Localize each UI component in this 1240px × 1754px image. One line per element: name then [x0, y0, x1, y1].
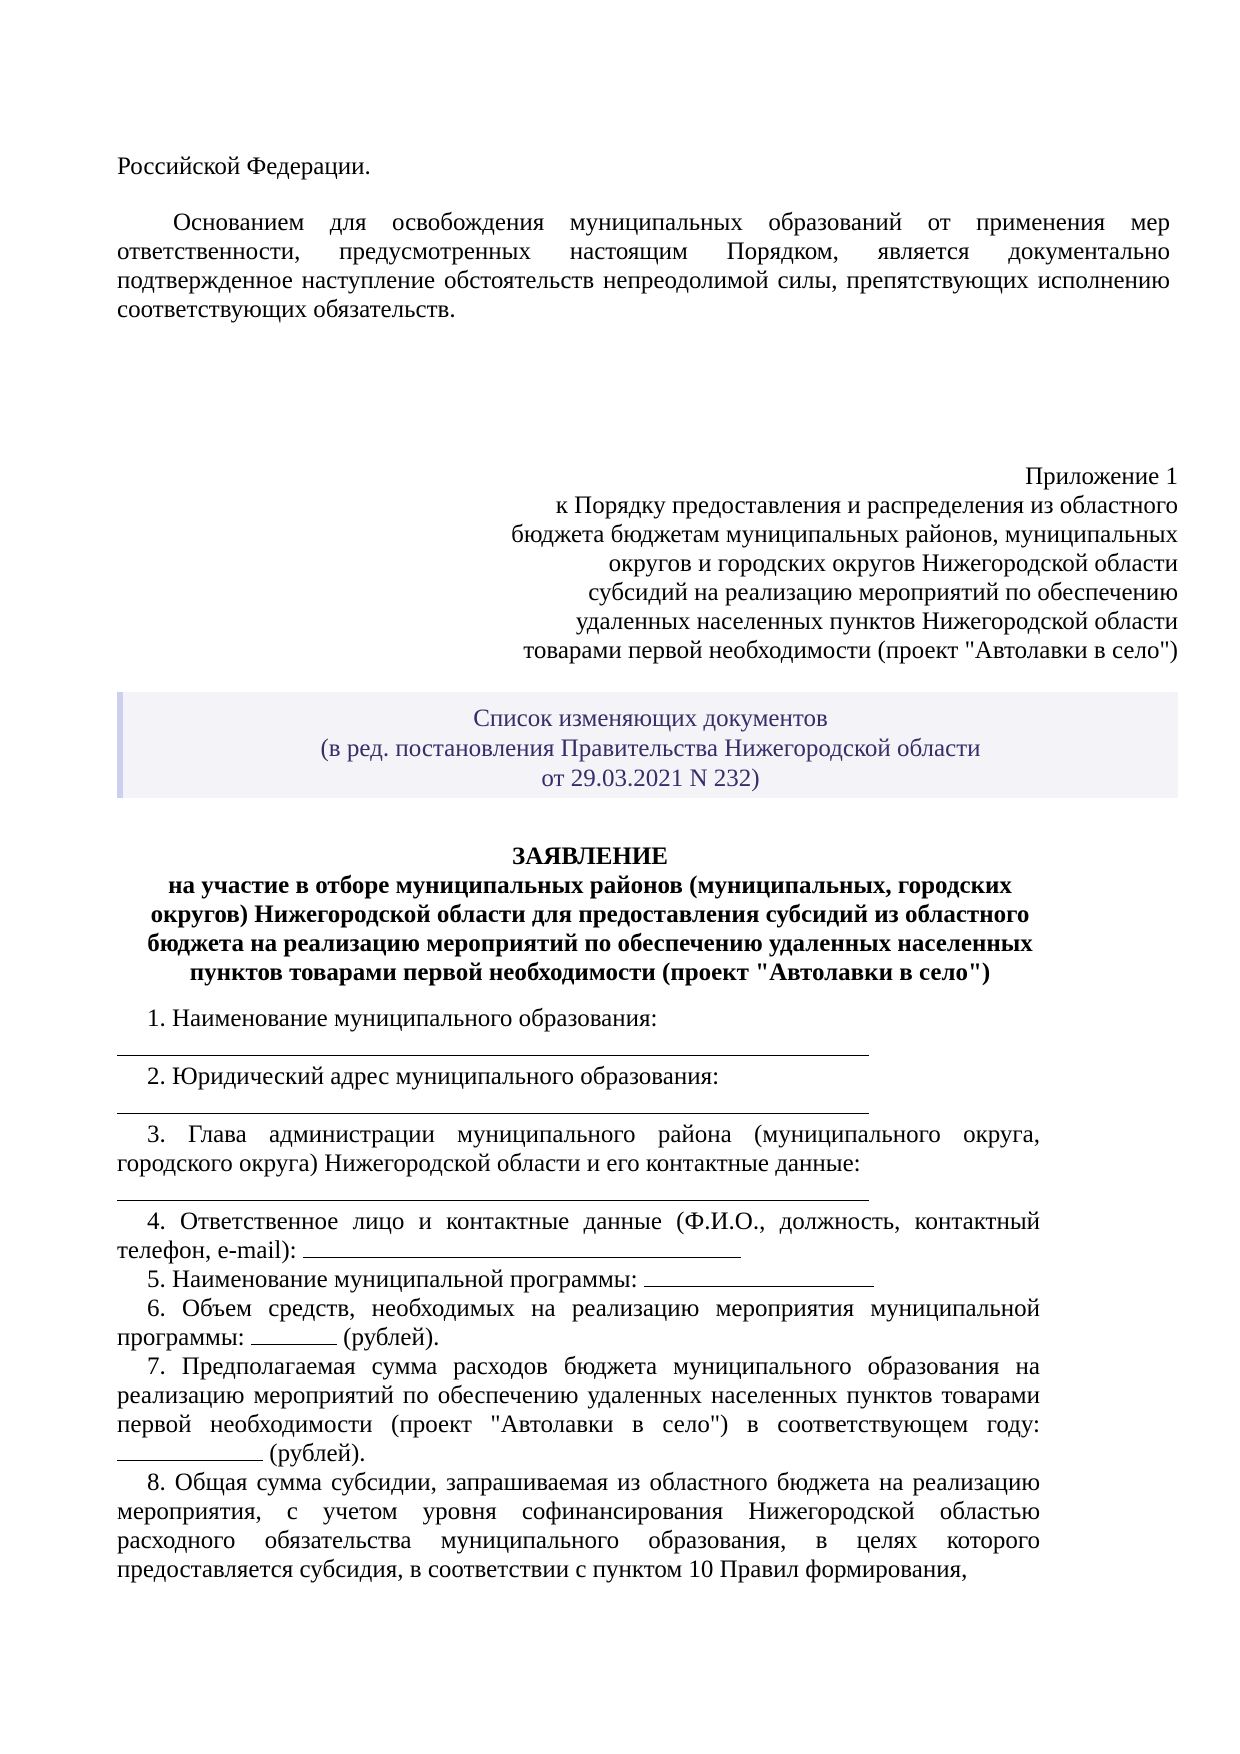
title-line: на участие в отборе муниципальных районов (муниципальных, городских: [168, 872, 1012, 899]
appendix-line: бюджета бюджетам муниципальных районов, муниципальных: [511, 521, 1178, 548]
title-line: округов) Нижегородской области для предоставления субсидий из областного: [150, 901, 1030, 928]
title-line: пунктов товарами первой необходимости (проект "Автолавки в село"): [189, 959, 991, 986]
appendix-line: к Порядку предоставления и распределения из областного: [555, 492, 1178, 519]
form-item-7-unit: (рублей).: [269, 1440, 366, 1467]
fill-blank-6[interactable]: [251, 1324, 337, 1345]
form-item-6-text: 6. Объем средств, необходимых на реализацию мероприятия муниципальной программы:: [117, 1295, 1040, 1351]
appendix-line: субсидий на реализацию мероприятий по обеспечению: [588, 579, 1178, 606]
application-form: [117, 1004, 1040, 1584]
form-item-4: [117, 1207, 1040, 1265]
form-item-6-unit: (рублей).: [343, 1324, 440, 1351]
continuation-line: Российской Федерации.: [117, 153, 371, 180]
fill-line-2[interactable]: [117, 1091, 869, 1120]
appendix-number: Приложение 1: [1025, 463, 1178, 490]
appendix-line: округов и городских округов Нижегородской области: [608, 550, 1178, 577]
title-heading: ЗАЯВЛЕНИЕ: [512, 843, 668, 870]
revision-reference[interactable]: (в ред. постановления Правительства Нижегородской области: [320, 735, 981, 762]
form-item-4-text: 4. Ответственное лицо и контактные данные (Ф.И.О., должность, контактный телефон, e-mail):: [117, 1208, 1040, 1264]
title-line: бюджета на реализацию мероприятий по обеспечению удаленных населенных: [147, 930, 1033, 957]
revision-box: [117, 692, 1178, 798]
form-item-7-text: 7. Предполагаемая сумма расходов бюджета муниципального образования на реализацию мероприятий по обеспечению удаленных населенных пунктов товарами первой необходимости (проект "Автолавки в село") в соответствующем году:: [117, 1353, 1040, 1438]
form-item-7: [117, 1352, 1040, 1468]
form-item-6: [117, 1294, 1040, 1352]
form-item-3: 3. Глава администрации муниципального района (муниципального округа, городского округа) Нижегородской области и его контактные данные:: [117, 1121, 1040, 1177]
appendix-line: удаленных населенных пунктов Нижегородской области: [575, 608, 1178, 635]
revision-title: Список изменяющих документов: [473, 705, 828, 732]
form-item-5: [117, 1265, 1040, 1294]
form-item-1: 1. Наименование муниципального образования:: [147, 1005, 658, 1032]
form-item-2: 2. Юридический адрес муниципального образования:: [147, 1063, 720, 1090]
form-item-5-text: 5. Наименование муниципальной программы:: [147, 1266, 638, 1293]
fill-blank-4[interactable]: [303, 1237, 741, 1258]
fill-blank-5[interactable]: [644, 1266, 874, 1287]
revision-date[interactable]: от 29.03.2021 N 232): [541, 765, 760, 792]
fill-blank-7[interactable]: [117, 1440, 263, 1461]
fill-line-3[interactable]: [117, 1178, 869, 1207]
basis-paragraph: Основанием для освобождения муниципальных образований от применения мер ответственности, предусмотренных настоящим Порядком, является документально подтвержденное наступление обстоятельств непреодолимой силы, препятствующих исполнению соответствующих обязательств.: [117, 209, 1170, 323]
fill-line-1[interactable]: [117, 1033, 869, 1062]
document-title: [140, 842, 1040, 987]
form-item-8: 8. Общая сумма субсидии, запрашиваемая из областного бюджета на реализацию мероприятия, с учетом уровня софинансирования Нижегородской областью расходного обязательства муниципального образования, в целях которого предоставляется субсидия, в соответствии с пунктом 10 Правил формирования,: [117, 1469, 1040, 1583]
appendix-header: [480, 462, 1178, 665]
appendix-line: товарами первой необходимости (проект "Автолавки в село"): [523, 637, 1178, 664]
